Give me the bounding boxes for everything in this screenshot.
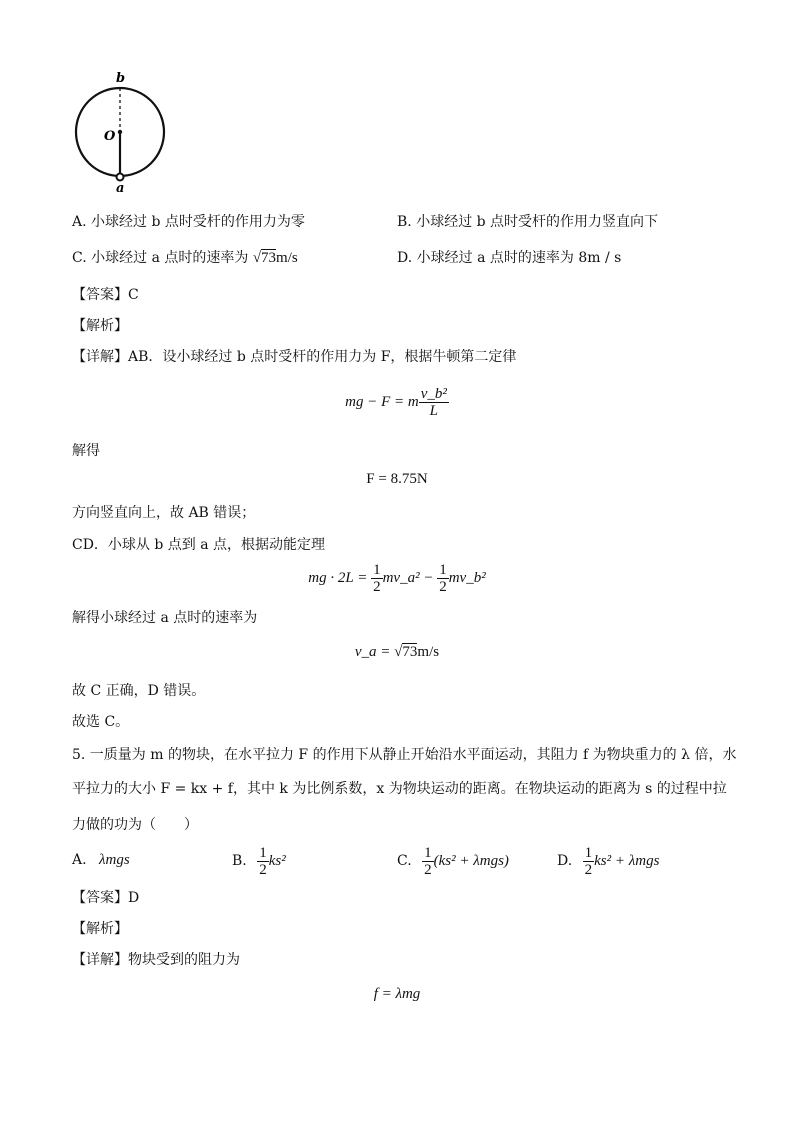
eq3-left: mg · 2L =: [308, 569, 372, 586]
jiede-1: 解得: [72, 443, 100, 459]
eq3-minus: −: [419, 569, 438, 586]
q5-stem-line2: 平拉力的大小 F = kx + f，其中 k 为比例系数，x 为物块运动的距离。在物块运动的距离为 s 的过程中拉: [72, 781, 727, 797]
va-intro-text: 解得小球经过 a 点时的速率为: [72, 610, 258, 626]
q5-analysis-label: 【解析】: [72, 921, 128, 937]
eq3-half-den-2: 2: [439, 579, 447, 595]
q4-option-c-text: C. 小球经过 a 点时的速率为: [72, 250, 253, 266]
eq4-left: v_a =: [354, 644, 395, 660]
q5-c-frac-num: 1: [424, 845, 432, 862]
q5-option-d-label: D.: [557, 853, 573, 869]
label-o: O: [104, 129, 116, 144]
direction-text: 方向竖直向上，故 AB 错误；: [72, 505, 256, 521]
label-a: a: [116, 181, 125, 196]
q5-option-d-expr1: ks²: [594, 853, 612, 869]
q5-option-c: [397, 844, 509, 878]
q5-option-b: [232, 844, 286, 878]
equation-velocity-a: v_a = √73m/s: [354, 644, 440, 660]
equation-friction: f = λmg: [373, 986, 421, 1002]
equation-force-result: F = 8.75N: [366, 471, 428, 487]
q5-option-a-expr: λmgs: [99, 852, 130, 868]
q4-option-c-radicand: 73: [261, 250, 277, 266]
circle-rod-diagram: [70, 66, 180, 196]
eq4-unit: m/s: [417, 644, 440, 660]
q5-stem-line1: 5. 一质量为 m 的物块，在水平拉力 F 的作用下从静止开始沿水平面运动，其阻力 f 为物块重力的 λ 倍，水: [72, 747, 737, 763]
q5-d-frac-den: 2: [584, 862, 593, 879]
eq1-left: mg − F = m: [345, 393, 419, 410]
ball-a: [117, 174, 124, 181]
q4-option-d: D. 小球经过 a 点时的速率为 8m / s: [397, 250, 622, 266]
eq3-half-num-2: 1: [439, 562, 447, 578]
q4-option-c-unit: m/s: [276, 250, 298, 266]
q5-c-frac-den: 2: [424, 862, 432, 879]
q4-answer: 【答案】C: [72, 287, 139, 303]
q4-detail-intro: 【详解】AB．设小球经过 b 点时受杆的作用力为 F，根据牛顿第二定律: [72, 349, 517, 365]
q4-option-c: C. 小球经过 a 点时的速率为 √73m/s: [72, 250, 298, 266]
equation-newton-second-law: [0, 386, 794, 419]
q5-option-b-expr: ks²: [268, 853, 286, 869]
conclusion-1: 故 C 正确，D 错误。: [72, 683, 206, 699]
q5-detail-intro: 【详解】物块受到的阻力为: [72, 952, 240, 968]
q5-option-d: [557, 844, 659, 878]
eq3-term2: mv_b²: [448, 569, 486, 586]
eq3-term1: mv_a²: [382, 569, 420, 586]
eq1-numerator: v_b²: [420, 386, 447, 402]
q5-stem-line3: 力做的功为（ ）: [72, 817, 198, 833]
eq1-denominator: L: [429, 403, 438, 419]
q5-d-frac-num: 1: [584, 845, 593, 862]
q5-option-c-expr: (ks² + λmgs): [433, 853, 509, 869]
q4-option-b: B. 小球经过 b 点时受杆的作用力竖直向下: [397, 214, 659, 230]
q5-option-b-label: B.: [232, 853, 247, 869]
q5-option-a: [72, 850, 130, 870]
center-point-o: [118, 130, 122, 134]
q5-option-c-label: C.: [397, 853, 412, 869]
q5-option-d-expr2: + λmgs: [611, 853, 660, 869]
q5-answer: 【答案】D: [72, 890, 140, 906]
q4-analysis-label: 【解析】: [72, 318, 128, 334]
q5-option-a-label: A.: [72, 852, 87, 868]
conclusion-2: 故选 C。: [72, 714, 130, 730]
equation-kinetic-energy-theorem: [0, 562, 794, 595]
label-b: b: [116, 71, 126, 86]
q5-b-frac-num: 1: [259, 845, 267, 862]
cd-intro-text: CD．小球从 b 点到 a 点，根据动能定理: [72, 537, 326, 553]
eq3-half-num-1: 1: [373, 562, 381, 578]
eq3-half-den-1: 2: [373, 579, 381, 595]
q4-option-a: A. 小球经过 b 点时受杆的作用力为零: [72, 214, 305, 230]
eq4-radicand: 73: [402, 644, 418, 660]
q5-b-frac-den: 2: [259, 862, 267, 879]
